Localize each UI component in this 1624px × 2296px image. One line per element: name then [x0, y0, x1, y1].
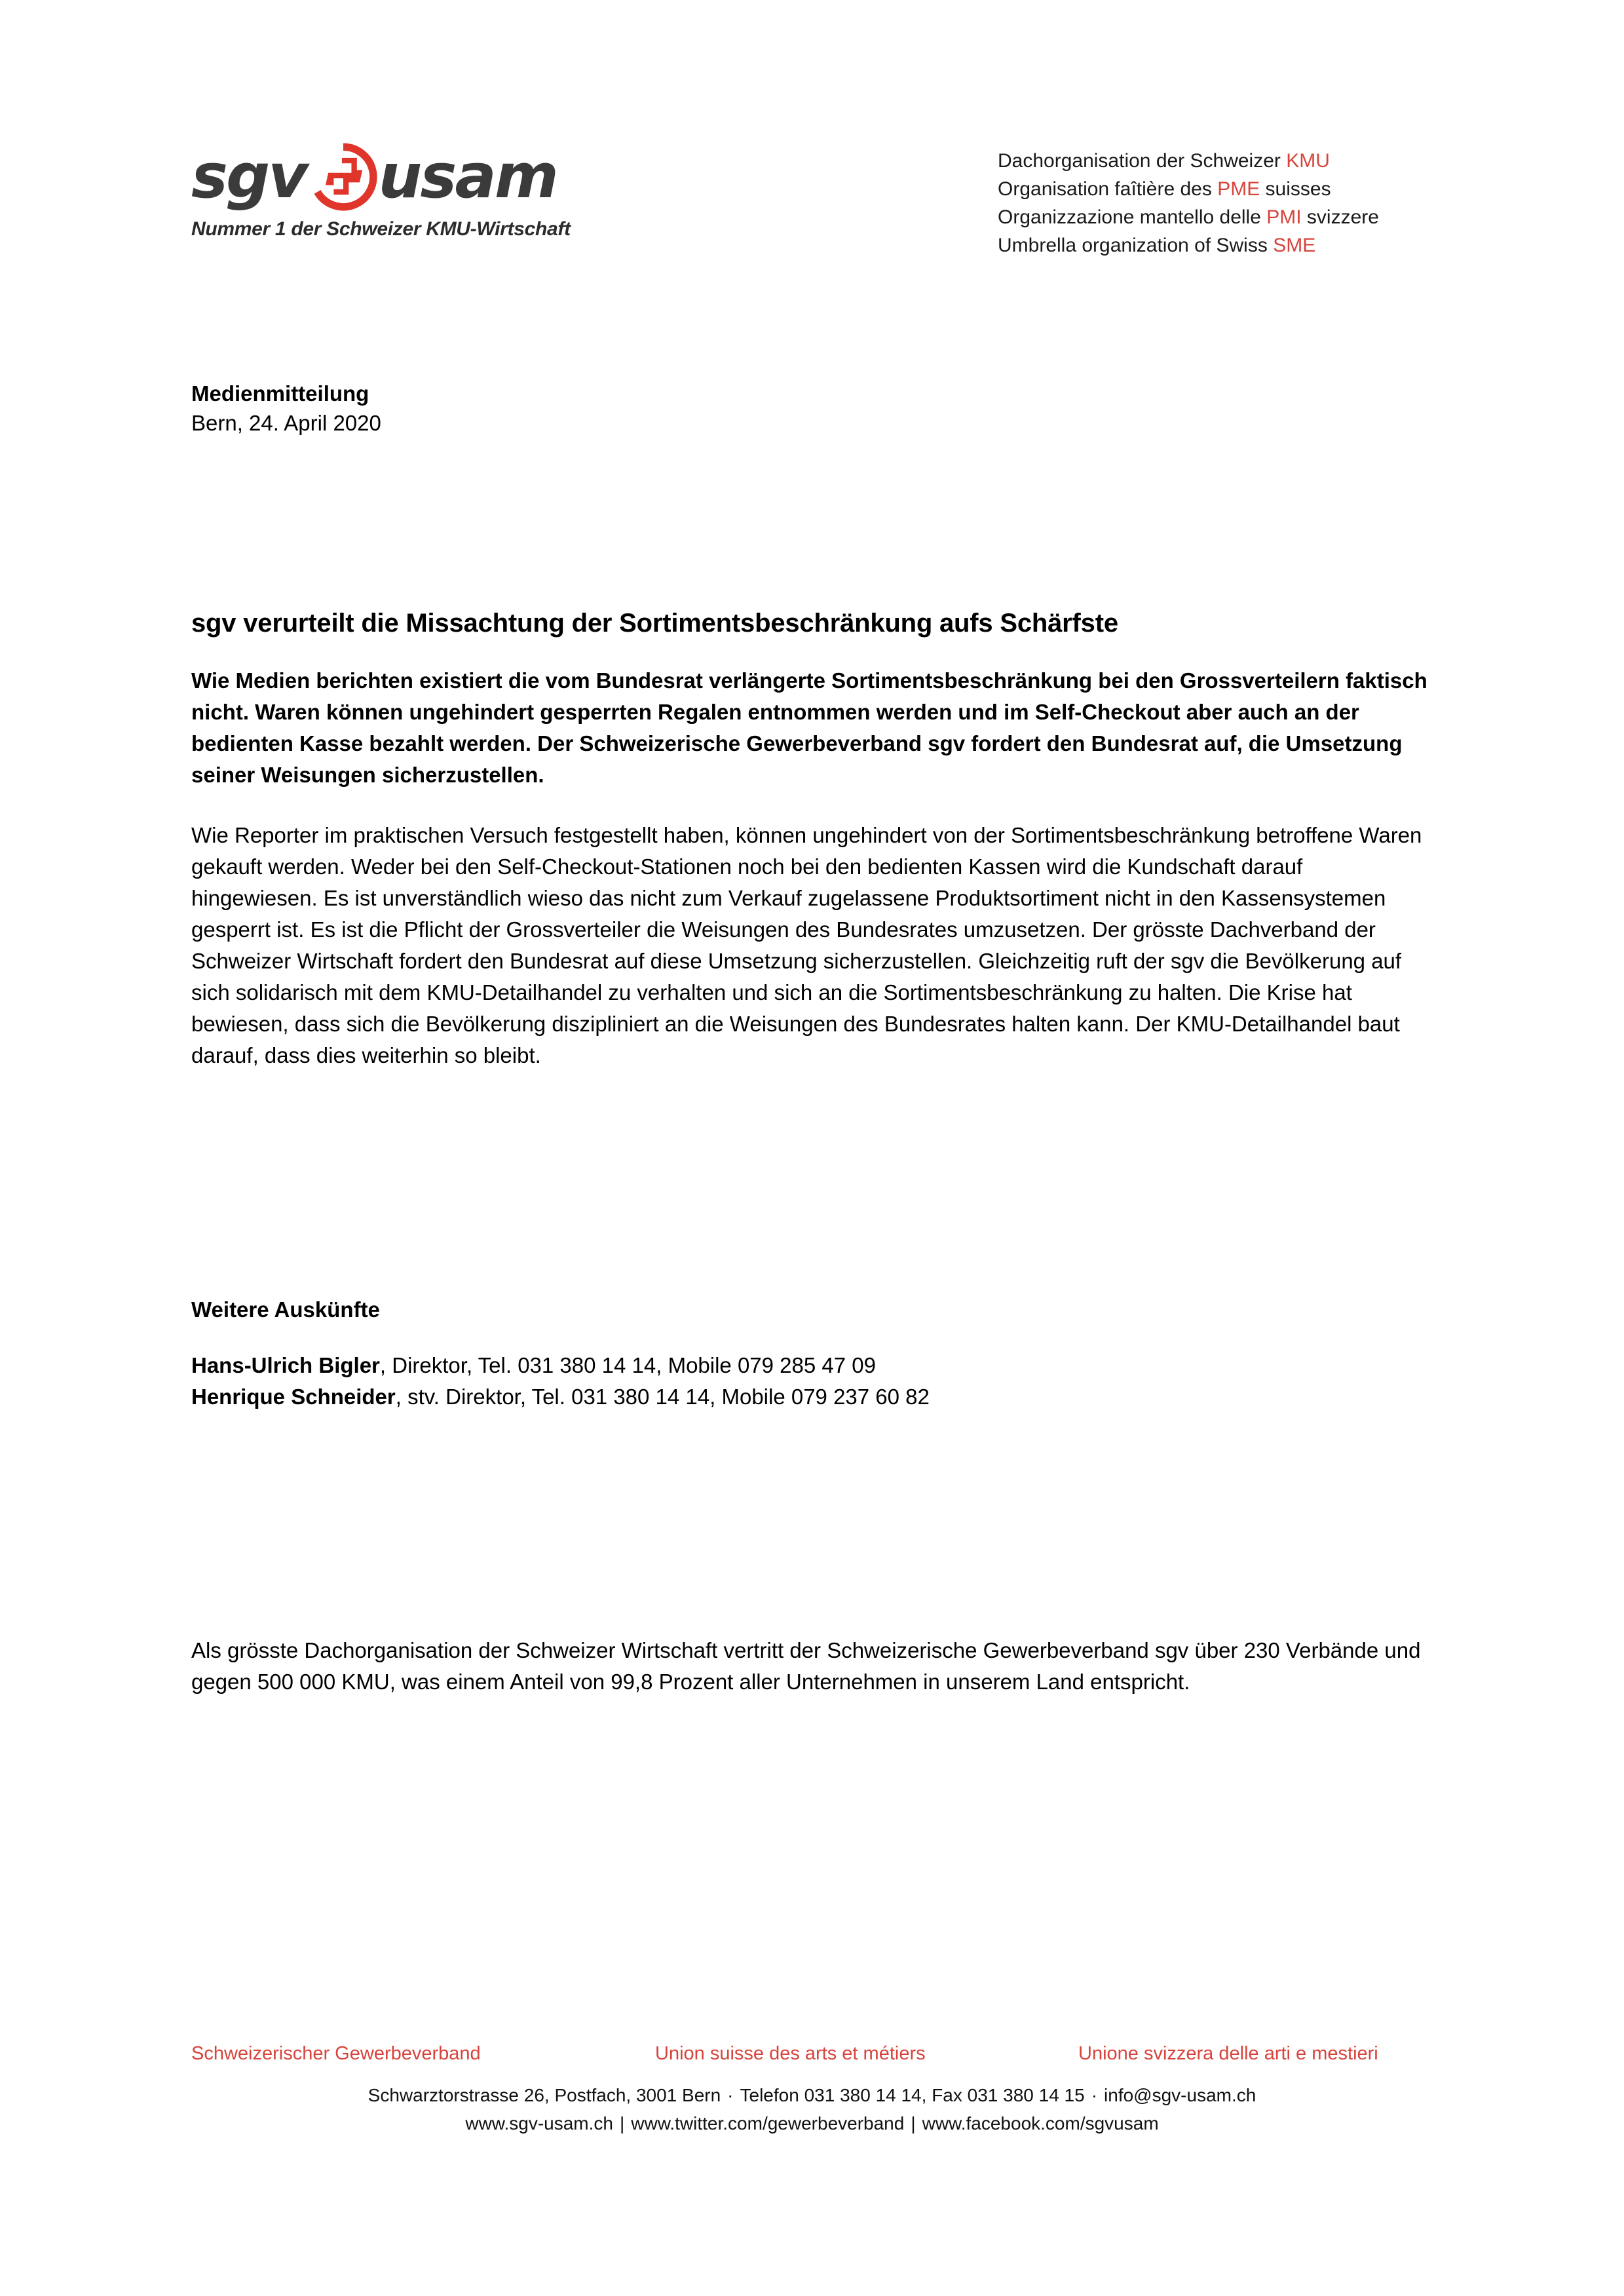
footer-org-it: Unione svizzera delle arti e mestieri — [1078, 2043, 1378, 2064]
logo-wordmark — [191, 141, 584, 213]
org-line-de: Dachorganisation der Schweizer KMU — [998, 150, 1330, 172]
footer-address-row — [0, 2081, 1624, 2109]
document-header — [0, 141, 1624, 272]
logo-tagline: Nummer 1 der Schweizer KMU-Wirtschaft — [191, 218, 571, 240]
article-content — [191, 606, 1433, 1071]
acronym-pme: PME — [1217, 178, 1260, 200]
contacts-heading: Weitere Auskünfte — [191, 1297, 380, 1322]
sgv-swiss-cross-emblem-icon — [309, 143, 377, 211]
footer-phone: Telefon 031 380 14 14, Fax 031 380 14 15 — [740, 2085, 1085, 2105]
org-line-fr: Organisation faîtière des PME suisses — [998, 178, 1331, 200]
footer-separator-dot: · — [1091, 2085, 1098, 2105]
contact-row — [191, 1381, 1433, 1413]
logo-text-usam: usam — [378, 141, 557, 212]
org-line-en: Umbrella organization of Swiss SME — [998, 235, 1316, 256]
acronym-sme: SME — [1273, 235, 1316, 256]
place-date: Bern, 24. April 2020 — [191, 411, 381, 435]
contact-name: Hans-Ulrich Bigler — [191, 1353, 380, 1377]
acronym-kmu: KMU — [1286, 150, 1330, 172]
footer-separator-dot: · — [727, 2085, 734, 2105]
footer-separator-pipe: | — [619, 2113, 625, 2133]
sgv-usam-logo — [191, 141, 584, 240]
about-boilerplate: Als grösste Dachorganisation der Schweizer Wirtschaft vertritt der Schweizerische Gewerbeverband sgv über 230 Verbände und gegen 500 000 KMU, was einem Anteil von 99,8 Prozent aller Unternehmen in unserem Land entspricht. — [191, 1638, 1421, 1694]
footer-facebook-link[interactable]: www.facebook.com/sgvusam — [922, 2113, 1159, 2133]
footer-website-link[interactable]: www.sgv-usam.ch — [465, 2113, 613, 2133]
page-title: sgv verurteilt die Missachtung der Sortimentsbeschränkung aufs Schärfste — [191, 609, 1118, 638]
footer-twitter-link[interactable]: www.twitter.com/gewerbeverband — [631, 2113, 905, 2133]
footer-org-fr: Union suisse des arts et métiers — [655, 2043, 926, 2064]
contact-row — [191, 1350, 1433, 1381]
logo-text-sgv: sgv — [191, 141, 307, 212]
footer-org-de: Schweizerischer Gewerbeverband — [191, 2043, 481, 2064]
release-meta — [191, 379, 381, 438]
footer-organization-names — [0, 2043, 1624, 2076]
contact-details: , Direktor, Tel. 031 380 14 14, Mobile 079 285 47 09 — [379, 1353, 876, 1377]
footer-contact-line — [0, 2081, 1624, 2137]
footer-links-row — [0, 2109, 1624, 2137]
footer-email[interactable]: info@sgv-usam.ch — [1104, 2085, 1256, 2105]
contacts-section — [191, 1297, 1433, 1413]
org-line-it: Organizzazione mantello delle PMI svizzere — [998, 206, 1379, 228]
document-footer — [0, 2043, 1624, 2137]
acronym-pmi: PMI — [1266, 206, 1302, 228]
contact-details: , stv. Direktor, Tel. 031 380 14 14, Mobile 079 237 60 82 — [395, 1385, 930, 1409]
body-paragraph: Wie Reporter im praktischen Versuch festgestellt haben, können ungehindert von der Sortimentsbeschränkung betroffene Waren gekauft werden. Weder bei den Self-Checkout-Stationen noch bei den bedienten Kassen wird die Kundschaft darauf hingewiesen. Es ist unverständlich wieso das nicht zum Verkauf zugelassene Produktsortiment nicht in den Kassensystemen gesperrt ist. Es ist die Pflicht der Grossverteiler die Weisungen des Bundesrates umzusetzen. Der grösste Dachverband der Schweizer Wirtschaft fordert den Bundesrat auf diese Umsetzung sicherzustellen. Gleichzeitig ruft der sgv die Bevölkerung auf sich solidarisch mit dem KMU-Detailhandel zu verhalten und sich an die Sortimentsbeschränkung zu halten. Die Krise hat bewiesen, dass sich die Bevölkerung diszipliniert an die Weisungen des Bundesrates halten kann. Der KMU-Detailhandel baut darauf, dass dies weiterhin so bleibt. — [191, 823, 1422, 1067]
lead-paragraph: Wie Medien berichten existiert die vom Bundesrat verlängerte Sortimentsbeschränkung bei den Grossverteilern faktisch nicht. Waren können ungehindert gesperrten Regalen entnommen werden und im Self-Checkout aber auch an der bedienten Kasse bezahlt werden. Der Schweizerische Gewerbeverband sgv fordert den Bundesrat auf, die Umsetzung seiner Weisungen sicherzustellen. — [191, 668, 1427, 787]
footer-address: Schwarztorstrasse 26, Postfach, 3001 Bern — [368, 2085, 721, 2105]
organization-languages — [998, 147, 1379, 259]
contact-name: Henrique Schneider — [191, 1385, 396, 1409]
document-type-label: Medienmitteilung — [191, 381, 369, 406]
footer-separator-pipe: | — [911, 2113, 916, 2133]
